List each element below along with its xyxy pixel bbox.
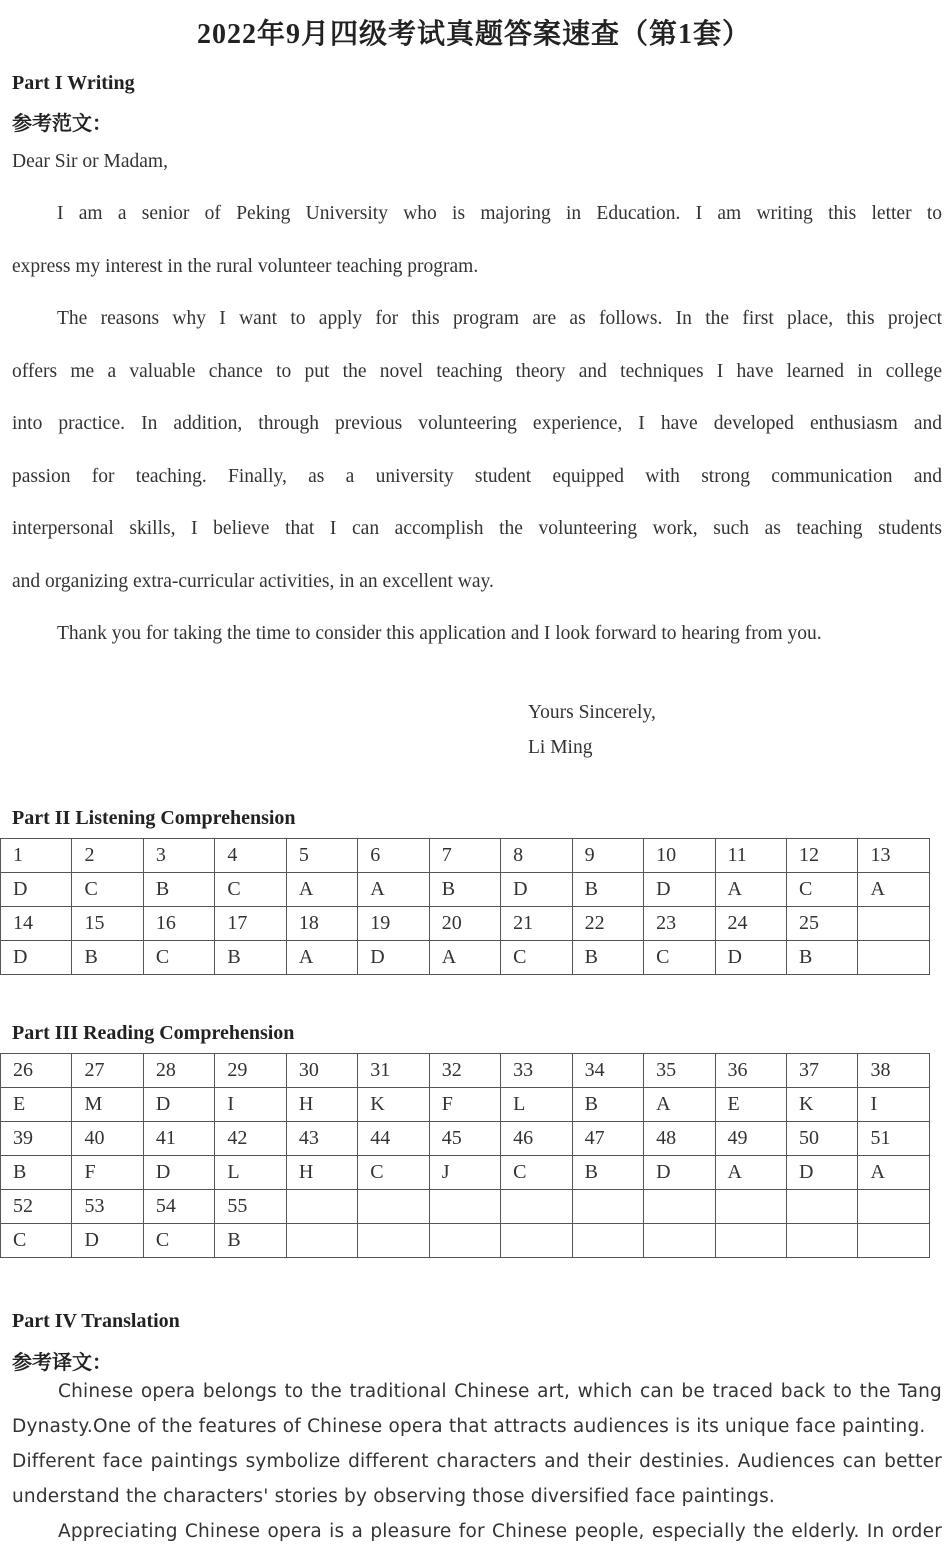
essay-line: passion for teaching. Finally, as a university student equipped with strong communication and <box>12 466 942 487</box>
question-number-cell <box>286 1190 357 1224</box>
question-number-cell: 46 <box>501 1122 572 1156</box>
answer-cell: C <box>501 1156 572 1190</box>
answer-cell: C <box>72 873 143 907</box>
essay-line: I am a senior of Peking University who is majoring in Education. I am writing this letter to <box>57 203 942 224</box>
salutation: Dear Sir or Madam, <box>12 151 168 172</box>
answer-cell <box>858 941 930 975</box>
reading-heading: Part III Reading Comprehension <box>12 1022 295 1044</box>
question-number-cell: 50 <box>786 1122 857 1156</box>
translation-line: understand the characters' stories by observing those diversified face paintings. <box>12 1486 776 1507</box>
essay-line: offers me a valuable chance to put the novel teaching theory and techniques I have learned in college <box>12 361 942 382</box>
question-number-cell: 24 <box>715 907 786 941</box>
answer-cell <box>429 1224 500 1258</box>
answer-cell <box>644 1224 715 1258</box>
question-number-cell: 28 <box>143 1054 214 1088</box>
answer-cell: B <box>72 941 143 975</box>
translation-heading: Part IV Translation <box>12 1310 180 1332</box>
answer-cell: C <box>1 1224 72 1258</box>
answer-cell: A <box>715 873 786 907</box>
answer-cell: C <box>358 1156 429 1190</box>
question-number-cell: 39 <box>1 1122 72 1156</box>
answer-cell <box>501 1224 572 1258</box>
answer-cell: I <box>215 1088 286 1122</box>
listening-answer-table <box>0 838 930 975</box>
answer-cell: D <box>143 1088 214 1122</box>
question-number-cell <box>858 1190 930 1224</box>
question-number-cell: 22 <box>572 907 643 941</box>
reading-answer-table <box>0 1053 930 1258</box>
answer-cell: H <box>286 1088 357 1122</box>
answer-row <box>1 1156 930 1190</box>
question-number-cell: 15 <box>72 907 143 941</box>
question-number-cell: 55 <box>215 1190 286 1224</box>
answer-cell: M <box>72 1088 143 1122</box>
essay-line: into practice. In addition, through previous volunteering experience, I have developed enthusiasm and <box>12 413 942 434</box>
answer-cell: E <box>715 1088 786 1122</box>
answer-cell: B <box>143 873 214 907</box>
answer-cell: B <box>572 873 643 907</box>
question-number-cell: 13 <box>858 839 930 873</box>
question-number-cell: 21 <box>501 907 572 941</box>
answer-cell: A <box>286 873 357 907</box>
essay-line: interpersonal skills, I believe that I can accomplish the volunteering work, such as teaching students <box>12 518 942 539</box>
answer-cell <box>858 1224 930 1258</box>
answer-cell <box>786 1224 857 1258</box>
question-number-cell: 14 <box>1 907 72 941</box>
question-number-cell: 3 <box>143 839 214 873</box>
answer-cell: B <box>429 873 500 907</box>
answer-cell: B <box>572 941 643 975</box>
question-number-cell: 53 <box>72 1190 143 1224</box>
essay-line: express my interest in the rural volunteer teaching program. <box>12 256 479 277</box>
question-number-cell: 17 <box>215 907 286 941</box>
answer-cell: D <box>786 1156 857 1190</box>
question-number-cell: 27 <box>72 1054 143 1088</box>
question-number-cell: 9 <box>572 839 643 873</box>
question-number-cell: 26 <box>1 1054 72 1088</box>
answer-cell: K <box>358 1088 429 1122</box>
answer-row <box>1 873 930 907</box>
answer-cell: D <box>644 873 715 907</box>
translation-line: Different face paintings symbolize different characters and their destinies. Audiences can better <box>12 1451 942 1472</box>
answer-row <box>1 1190 930 1224</box>
answer-cell <box>572 1224 643 1258</box>
question-number-cell: 48 <box>644 1122 715 1156</box>
answer-cell: A <box>858 1156 930 1190</box>
answer-cell: B <box>572 1156 643 1190</box>
answer-row <box>1 907 930 941</box>
question-number-cell: 18 <box>286 907 357 941</box>
translation-line: Dynasty.One of the features of Chinese opera that attracts audiences is its unique face painting. <box>12 1416 926 1437</box>
answer-cell: B <box>1 1156 72 1190</box>
question-number-cell <box>715 1190 786 1224</box>
question-number-cell: 20 <box>429 907 500 941</box>
question-number-cell: 40 <box>72 1122 143 1156</box>
answer-cell: D <box>143 1156 214 1190</box>
letter-closing: Yours Sincerely, <box>528 702 656 723</box>
answer-cell: D <box>1 873 72 907</box>
question-number-cell: 35 <box>644 1054 715 1088</box>
answer-cell: D <box>358 941 429 975</box>
answer-cell <box>286 1224 357 1258</box>
translation-line: Appreciating Chinese opera is a pleasure for Chinese people, especially the elderly. In order <box>58 1521 942 1542</box>
question-number-cell: 5 <box>286 839 357 873</box>
question-number-cell: 11 <box>715 839 786 873</box>
question-number-cell: 45 <box>429 1122 500 1156</box>
answer-cell: B <box>572 1088 643 1122</box>
letter-signature: Li Ming <box>528 737 593 758</box>
answer-cell: A <box>644 1088 715 1122</box>
essay-line: Thank you for taking the time to consider this application and I look forward to hearing from you. <box>57 623 822 644</box>
answer-cell: C <box>644 941 715 975</box>
question-number-cell: 52 <box>1 1190 72 1224</box>
answer-row <box>1 1088 930 1122</box>
answer-cell: H <box>286 1156 357 1190</box>
answer-cell: B <box>786 941 857 975</box>
question-number-cell: 47 <box>572 1122 643 1156</box>
answer-cell: A <box>858 873 930 907</box>
question-number-cell: 23 <box>644 907 715 941</box>
question-number-cell <box>644 1190 715 1224</box>
question-number-cell: 10 <box>644 839 715 873</box>
question-number-cell: 34 <box>572 1054 643 1088</box>
question-number-cell: 7 <box>429 839 500 873</box>
answer-cell: L <box>215 1156 286 1190</box>
answer-row <box>1 1054 930 1088</box>
question-number-cell: 19 <box>358 907 429 941</box>
question-number-cell: 38 <box>858 1054 930 1088</box>
writing-heading: Part I Writing <box>12 72 135 94</box>
question-number-cell <box>429 1190 500 1224</box>
answer-cell: J <box>429 1156 500 1190</box>
answer-cell: C <box>143 941 214 975</box>
essay-line: The reasons why I want to apply for this program are as follows. In the first place, this project <box>57 308 942 329</box>
listening-heading: Part II Listening Comprehension <box>12 807 296 829</box>
answer-cell: D <box>501 873 572 907</box>
question-number-cell <box>572 1190 643 1224</box>
answer-cell: D <box>72 1224 143 1258</box>
question-number-cell: 8 <box>501 839 572 873</box>
answer-cell <box>715 1224 786 1258</box>
answer-cell <box>358 1224 429 1258</box>
question-number-cell: 29 <box>215 1054 286 1088</box>
question-number-cell: 37 <box>786 1054 857 1088</box>
answer-cell: B <box>215 941 286 975</box>
answer-cell: A <box>429 941 500 975</box>
answer-cell: F <box>72 1156 143 1190</box>
question-number-cell: 12 <box>786 839 857 873</box>
answer-row <box>1 1224 930 1258</box>
question-number-cell: 42 <box>215 1122 286 1156</box>
answer-cell: I <box>858 1088 930 1122</box>
question-number-cell: 25 <box>786 907 857 941</box>
translation-line: Chinese opera belongs to the traditional Chinese art, which can be traced back to the Tang <box>58 1381 942 1402</box>
answer-cell: B <box>215 1224 286 1258</box>
answer-row <box>1 941 930 975</box>
answer-cell: D <box>1 941 72 975</box>
question-number-cell <box>786 1190 857 1224</box>
question-number-cell <box>501 1190 572 1224</box>
question-number-cell: 30 <box>286 1054 357 1088</box>
question-number-cell: 6 <box>358 839 429 873</box>
essay-line: and organizing extra-curricular activities, in an excellent way. <box>12 571 494 592</box>
answer-cell: D <box>715 941 786 975</box>
answer-cell: C <box>143 1224 214 1258</box>
answer-cell: F <box>429 1088 500 1122</box>
question-number-cell: 31 <box>358 1054 429 1088</box>
answer-cell: K <box>786 1088 857 1122</box>
writing-sample-label: 参考范文： <box>12 113 112 135</box>
answer-cell: C <box>215 873 286 907</box>
question-number-cell: 44 <box>358 1122 429 1156</box>
question-number-cell: 43 <box>286 1122 357 1156</box>
question-number-cell <box>358 1190 429 1224</box>
question-number-cell: 2 <box>72 839 143 873</box>
answer-row <box>1 1122 930 1156</box>
question-number-cell: 32 <box>429 1054 500 1088</box>
answer-row <box>1 839 930 873</box>
question-number-cell: 49 <box>715 1122 786 1156</box>
question-number-cell: 16 <box>143 907 214 941</box>
question-number-cell <box>858 907 930 941</box>
question-number-cell: 54 <box>143 1190 214 1224</box>
question-number-cell: 1 <box>1 839 72 873</box>
answer-cell: E <box>1 1088 72 1122</box>
answer-cell: A <box>358 873 429 907</box>
translation-sample-label: 参考译文： <box>12 1352 112 1374</box>
question-number-cell: 41 <box>143 1122 214 1156</box>
answer-cell: L <box>501 1088 572 1122</box>
page-title: 2022年9月四级考试真题答案速查（第1套） <box>196 19 751 50</box>
question-number-cell: 36 <box>715 1054 786 1088</box>
question-number-cell: 4 <box>215 839 286 873</box>
answer-cell: C <box>501 941 572 975</box>
question-number-cell: 33 <box>501 1054 572 1088</box>
answer-cell: A <box>286 941 357 975</box>
answer-cell: D <box>644 1156 715 1190</box>
answer-cell: A <box>715 1156 786 1190</box>
answer-cell: C <box>786 873 857 907</box>
question-number-cell: 51 <box>858 1122 930 1156</box>
